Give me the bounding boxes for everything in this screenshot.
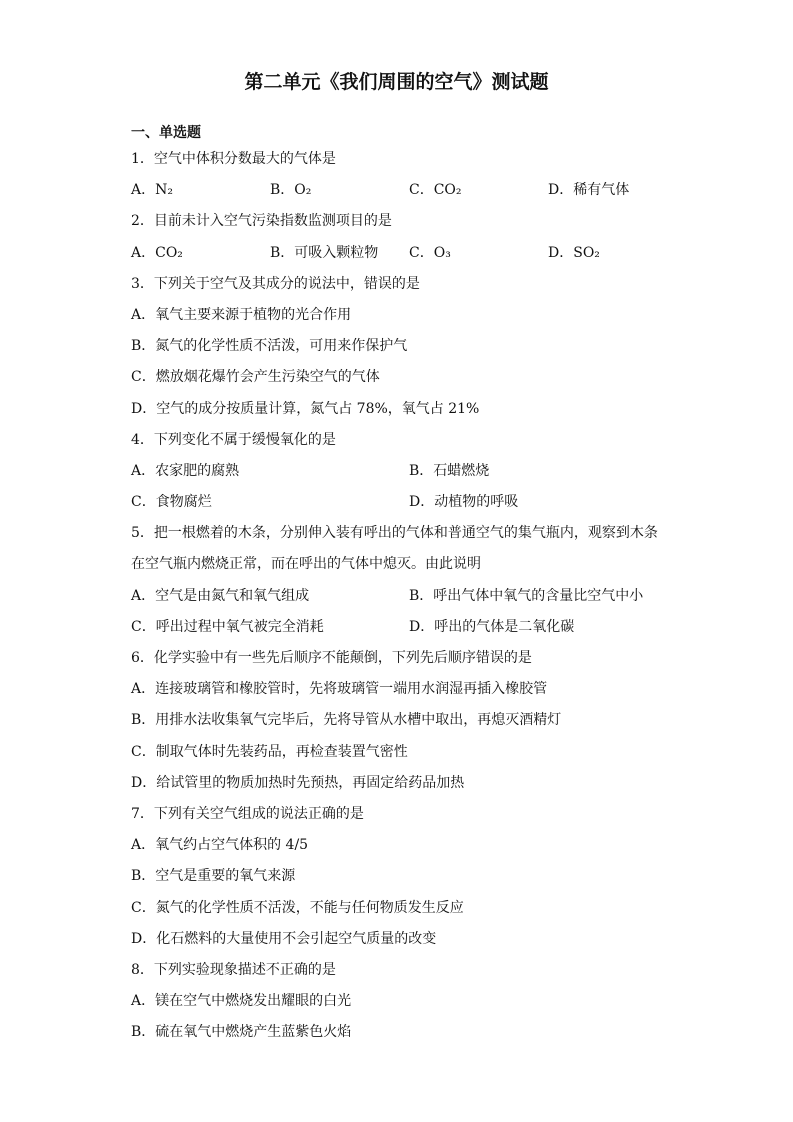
option-a: A．氧气主要来源于植物的光合作用 [131, 306, 352, 323]
option-a: A．氧气约占空气体积的 4/5 [131, 837, 309, 854]
option-a: A．N₂ [131, 182, 173, 199]
option-row [131, 178, 671, 209]
question-list [131, 147, 671, 1051]
option-c: C．氮气的化学性质不活泼，不能与任何物质发生反应 [131, 899, 464, 916]
option-row [131, 241, 671, 272]
option-c: C．O₃ [409, 244, 451, 261]
option-d: D．SO₂ [548, 244, 600, 261]
option-b: B．石蜡燃烧 [409, 462, 490, 479]
option-a: A．农家肥的腐熟 [131, 462, 240, 479]
option-b: B．硫在氧气中燃烧产生蓝紫色火焰 [131, 1024, 352, 1041]
option-b: B．呼出气体中氧气的含量比空气中小 [409, 587, 644, 604]
option-a: A．连接玻璃管和橡胶管时，先将玻璃管一端用水润湿再插入橡胶管 [131, 681, 548, 698]
question-stem: 7．下列有关空气组成的说法正确的是 [131, 805, 364, 822]
option-d: D．给试管里的物质加热时先预热，再固定给药品加热 [131, 774, 465, 791]
option-row [131, 584, 671, 615]
option-c: C．CO₂ [409, 182, 462, 199]
question-stem: 8．下列实验现象描述不正确的是 [131, 961, 336, 978]
question-stem: 6．化学实验中有一些先后顺序不能颠倒，下列先后顺序错误的是 [131, 650, 532, 666]
option-row [131, 459, 671, 490]
option-b: B．可吸入颗粒物 [270, 244, 379, 261]
option-c: C．制取气体时先装药品，再检查装置气密性 [131, 743, 408, 760]
question-stem-continued: 在空气瓶内燃烧正常，而在呼出的气体中熄灭。由此说明 [131, 556, 481, 573]
question-stem: 3．下列关于空气及其成分的说法中，错误的是 [131, 275, 420, 292]
page-title: 第二单元《我们周围的空气》测试题 [244, 71, 549, 93]
option-a: A．空气是由氮气和氧气组成 [131, 587, 310, 604]
option-d: D．空气的成分按质量计算，氮气占 78%，氧气占 21% [131, 400, 480, 417]
option-a: A．CO₂ [131, 244, 183, 261]
option-d: D．稀有气体 [548, 182, 630, 199]
option-b: B．氮气的化学性质不活泼，可用来作保护气 [131, 338, 408, 355]
question-stem: 4．下列变化不属于缓慢氧化的是 [131, 431, 336, 448]
option-c: C．燃放烟花爆竹会产生污染空气的气体 [131, 369, 380, 386]
option-c: C．呼出过程中氧气被完全消耗 [131, 618, 324, 635]
option-a: A．镁在空气中燃烧发出耀眼的白光 [131, 993, 352, 1010]
option-b: B．O₂ [270, 182, 312, 199]
option-row [131, 615, 671, 646]
section-heading: 一、单选题 [131, 125, 201, 141]
option-d: D．化石燃料的大量使用不会引起空气质量的改变 [131, 930, 437, 947]
option-d: D．动植物的呼吸 [409, 494, 519, 511]
option-d: D．呼出的气体是二氧化碳 [409, 618, 575, 635]
question-stem: 2．目前未计入空气污染指数监测项目的是 [131, 213, 392, 230]
option-b: B．用排水法收集氧气完毕后，先将导管从水槽中取出，再熄灭酒精灯 [131, 712, 562, 729]
question-stem: 1．空气中体积分数最大的气体是 [131, 151, 336, 167]
option-b: B．空气是重要的氧气来源 [131, 868, 296, 885]
question-stem: 5．把一根燃着的木条，分别伸入装有呼出的气体和普通空气的集气瓶内，观察到木条 [131, 525, 658, 542]
option-c: C．食物腐烂 [131, 494, 212, 511]
option-row [131, 490, 671, 521]
